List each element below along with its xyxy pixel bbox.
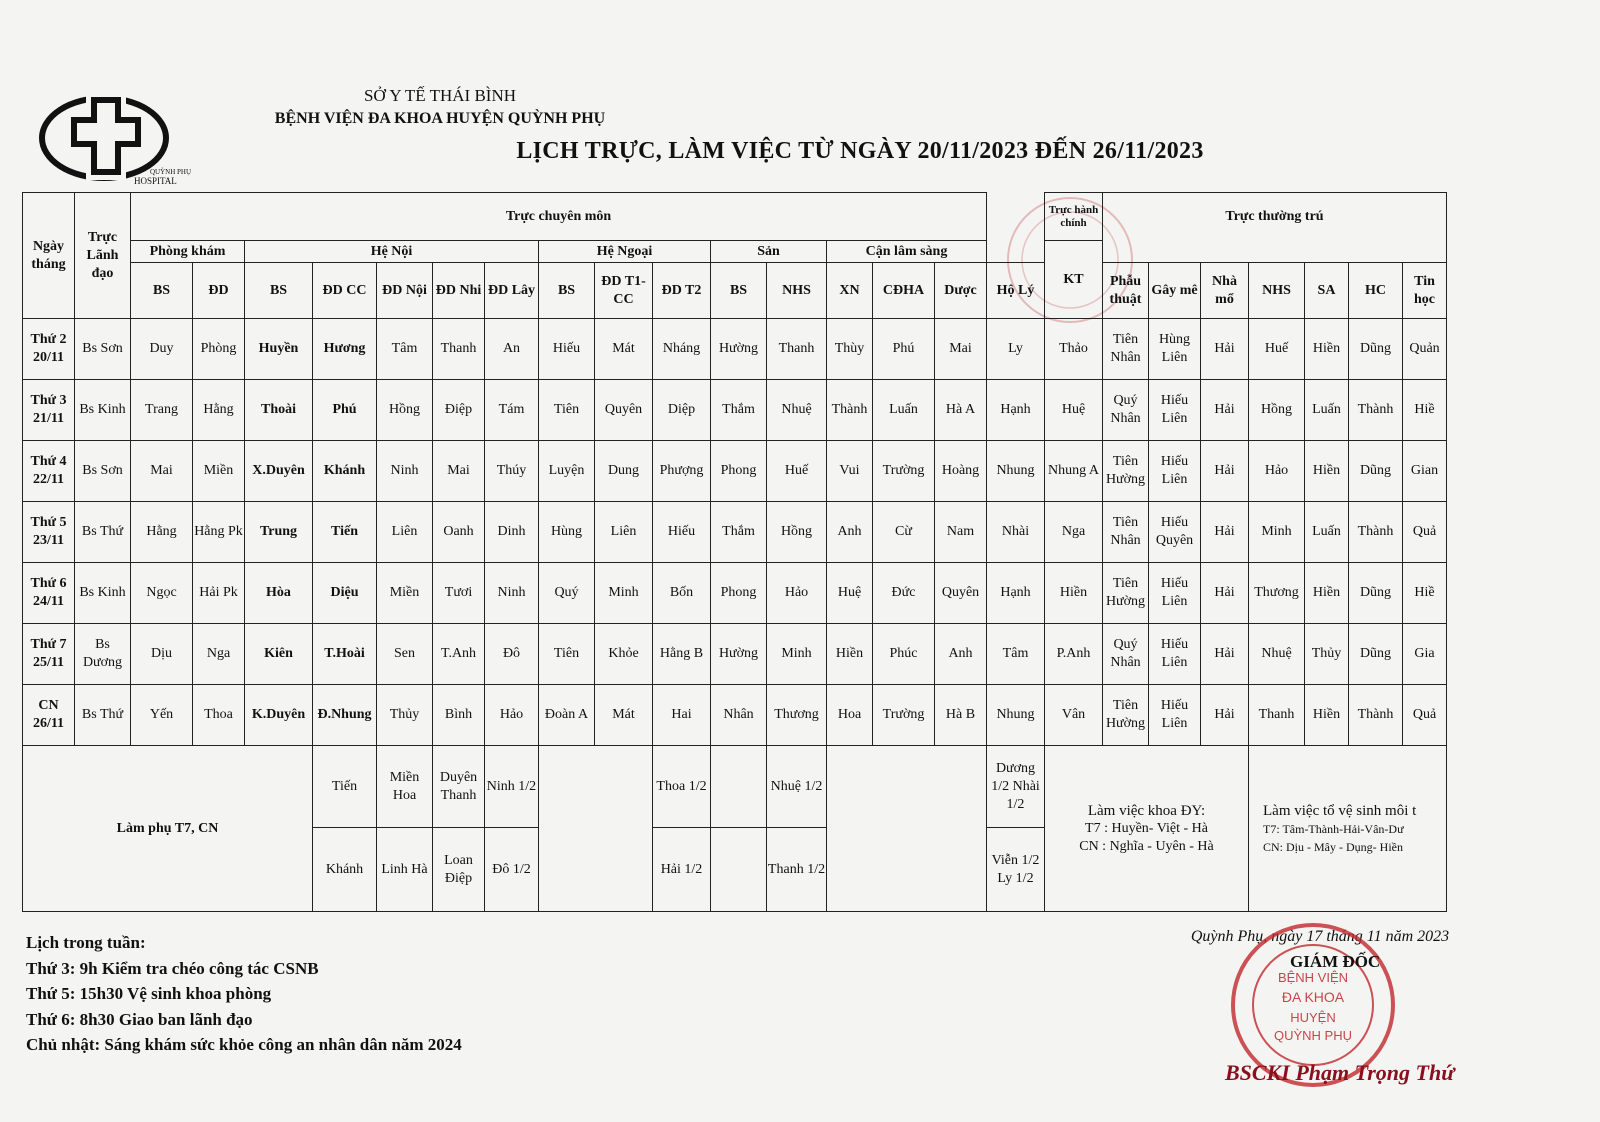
schedule-cell: Thảo xyxy=(1045,319,1103,380)
schedule-cell: Thanh xyxy=(433,319,485,380)
schedule-cell: Đ.Nhung xyxy=(313,685,377,746)
schedule-cell: Hải xyxy=(1201,441,1249,502)
schedule-cell: Thanh xyxy=(1249,685,1305,746)
col-header: HC xyxy=(1349,263,1403,319)
schedule-cell: Thắm xyxy=(711,380,767,441)
header-leader: Trực Lãnh đạo xyxy=(75,193,131,319)
schedule-cell: Ninh xyxy=(485,563,539,624)
header-day: Ngày tháng xyxy=(23,193,75,319)
schedule-cell: Nhài xyxy=(987,502,1045,563)
schedule-cell: Thương xyxy=(1249,563,1305,624)
table-row xyxy=(23,319,1447,380)
hospital-name: BỆNH VIỆN ĐA KHOA HUYỆN QUỲNH PHỤ xyxy=(274,110,606,127)
schedule-cell: Phòng xyxy=(193,319,245,380)
schedule-cell: Hường xyxy=(711,624,767,685)
schedule-cell: Thúy xyxy=(485,441,539,502)
vs-note xyxy=(1249,746,1447,912)
schedule-cell: Anh xyxy=(827,502,873,563)
vs-title: Làm việc tổ vệ sinh môi t xyxy=(1263,802,1417,819)
schedule-cell: Luấn xyxy=(1305,380,1349,441)
schedule-cell: Huệ xyxy=(1045,380,1103,441)
schedule-cell: Quả xyxy=(1403,685,1447,746)
schedule-cell: Tiên xyxy=(539,380,595,441)
schedule-cell: Tám xyxy=(485,380,539,441)
col-header: BS xyxy=(539,263,595,319)
col-header: BS xyxy=(131,263,193,319)
schedule-cell: Dinh xyxy=(485,502,539,563)
schedule-cell: Hằng xyxy=(131,502,193,563)
day-cell: Thứ 3 21/11 xyxy=(23,380,75,441)
extra-nhi: Duyên Thanh xyxy=(433,746,485,828)
day-cell: Thứ 6 24/11 xyxy=(23,563,75,624)
schedule-cell: Tiên Hường xyxy=(1103,685,1149,746)
extra-empty xyxy=(711,828,767,912)
table-row xyxy=(23,502,1447,563)
schedule-cell: Hiền xyxy=(1305,319,1349,380)
schedule-cell: Mát xyxy=(595,319,653,380)
schedule-cell: Vân xyxy=(1045,685,1103,746)
extra-lay: Đô 1/2 xyxy=(485,828,539,912)
header-lab: Cận lâm sàng xyxy=(827,241,987,263)
schedule-cell: Quý Nhân xyxy=(1103,624,1149,685)
schedule-cell: Luyện xyxy=(539,441,595,502)
schedule-cell: Duy xyxy=(131,319,193,380)
leader-cell: Bs Kinh xyxy=(75,380,131,441)
extra-noi: Miền Hoa xyxy=(377,746,433,828)
note-item: Chủ nhật: Sáng khám sức khỏe công an nhân dân năm 2024 xyxy=(26,1035,462,1054)
leader-cell: Bs Sơn xyxy=(75,441,131,502)
schedule-cell: Yến xyxy=(131,685,193,746)
schedule-cell: Quả xyxy=(1403,502,1447,563)
schedule-cell: Thắm xyxy=(711,502,767,563)
header-obstetric: Sản xyxy=(711,241,827,263)
day-cell: Thứ 2 20/11 xyxy=(23,319,75,380)
schedule-cell: Phúc xyxy=(873,624,935,685)
svg-text:ĐA KHOA: ĐA KHOA xyxy=(1281,989,1345,1005)
schedule-cell: Quản xyxy=(1403,319,1447,380)
schedule-cell: K.Duyên xyxy=(245,685,313,746)
header-surgery: Hệ Ngoại xyxy=(539,241,711,263)
schedule-cell: Oanh xyxy=(433,502,485,563)
schedule-cell: Tiên Hường xyxy=(1103,563,1149,624)
schedule-cell: Sen xyxy=(377,624,433,685)
extra-t2: Hải 1/2 xyxy=(653,828,711,912)
day-cell: Thứ 5 23/11 xyxy=(23,502,75,563)
schedule-cell: Hoa xyxy=(827,685,873,746)
extra-empty xyxy=(827,746,987,912)
schedule-cell: Hiếu Liên xyxy=(1149,380,1201,441)
leader-cell: Bs Sơn xyxy=(75,319,131,380)
dy-title: Làm việc khoa ĐY: xyxy=(1087,802,1206,819)
header-clinic: Phòng khám xyxy=(131,241,245,263)
schedule-cell: Thoa xyxy=(193,685,245,746)
schedule-cell: Minh xyxy=(1249,502,1305,563)
extra-nhi: Loan Điệp xyxy=(433,828,485,912)
col-header: KT xyxy=(1045,241,1103,319)
schedule-table-wrapper xyxy=(22,192,1490,932)
schedule-cell: Hằng Pk xyxy=(193,502,245,563)
table-row xyxy=(23,441,1447,502)
schedule-cell: Tiên xyxy=(539,624,595,685)
col-header: NHS xyxy=(1249,263,1305,319)
schedule-cell: Hồng xyxy=(1249,380,1305,441)
col-header: CĐHA xyxy=(873,263,935,319)
schedule-cell: Trang xyxy=(131,380,193,441)
header-specialty: Trực chuyên môn xyxy=(131,193,987,241)
schedule-cell: Khánh xyxy=(313,441,377,502)
schedule-cell: Thủy xyxy=(377,685,433,746)
schedule-cell: Hương xyxy=(313,319,377,380)
schedule-cell: Phượng xyxy=(653,441,711,502)
schedule-cell: Quyên xyxy=(595,380,653,441)
schedule-cell: Hiếu Liên xyxy=(1149,685,1201,746)
schedule-cell: Hải Pk xyxy=(193,563,245,624)
schedule-cell: Thành xyxy=(1349,685,1403,746)
schedule-cell: Nhung xyxy=(987,441,1045,502)
schedule-cell: Hà A xyxy=(935,380,987,441)
schedule-cell: Cừ xyxy=(873,502,935,563)
schedule-cell: Hường xyxy=(711,319,767,380)
col-header: NHS xyxy=(767,263,827,319)
schedule-cell: Huế xyxy=(767,441,827,502)
schedule-cell: Ngọc xyxy=(131,563,193,624)
table-row xyxy=(23,685,1447,746)
extra-label: Làm phụ T7, CN xyxy=(23,746,313,912)
schedule-cell: Hải xyxy=(1201,502,1249,563)
schedule-cell: Hiề xyxy=(1403,380,1447,441)
schedule-cell: Hà B xyxy=(935,685,987,746)
schedule-cell: Nhuệ xyxy=(1249,624,1305,685)
schedule-cell: Dũng xyxy=(1349,563,1403,624)
weekly-notes xyxy=(26,930,462,1058)
logo-caption: QUỲNH PHỤ xyxy=(150,168,192,176)
note-item: Thứ 6: 8h30 Giao ban lãnh đạo xyxy=(26,1009,253,1029)
vs-cn: CN: Dịu - Mây - Dụng- Hiền xyxy=(1263,839,1403,854)
schedule-cell: Quý Nhân xyxy=(1103,380,1149,441)
col-header: ĐD Nội xyxy=(377,263,433,319)
schedule-cell: Tươi xyxy=(433,563,485,624)
extra-t2: Thoa 1/2 xyxy=(653,746,711,828)
schedule-cell: Diệu xyxy=(313,563,377,624)
schedule-cell: Phong xyxy=(711,563,767,624)
schedule-cell: Trung xyxy=(245,502,313,563)
col-header: Dược xyxy=(935,263,987,319)
vs-t7: T7: Tâm-Thành-Hải-Vân-Dư xyxy=(1263,821,1404,836)
schedule-cell: Gian xyxy=(1403,441,1447,502)
schedule-cell: Mai xyxy=(433,441,485,502)
schedule-cell: Hòa xyxy=(245,563,313,624)
schedule-cell: Phú xyxy=(313,380,377,441)
schedule-cell: Hảo xyxy=(485,685,539,746)
dy-cn: CN : Nghĩa - Uyên - Hà xyxy=(1079,838,1214,854)
schedule-cell: Trường xyxy=(873,685,935,746)
extra-empty xyxy=(539,746,653,912)
col-header: ĐD T1-CC xyxy=(595,263,653,319)
schedule-cell: Hằng xyxy=(193,380,245,441)
schedule-cell: T.Hoài xyxy=(313,624,377,685)
schedule-cell: Dũng xyxy=(1349,319,1403,380)
schedule-cell: Quyên xyxy=(935,563,987,624)
extra-nhs: Thanh 1/2 xyxy=(767,828,827,912)
col-header: Tin học xyxy=(1403,263,1447,319)
schedule-cell: Nga xyxy=(193,624,245,685)
schedule-cell: Thanh xyxy=(767,319,827,380)
schedule-cell: Hiếu Liên xyxy=(1149,441,1201,502)
schedule-cell: Nhung A xyxy=(1045,441,1103,502)
col-header: Phẫu thuật xyxy=(1103,263,1149,319)
schedule-cell: Nhuệ xyxy=(767,380,827,441)
svg-text:HOSPITAL: HOSPITAL xyxy=(134,176,177,186)
schedule-cell: Hai xyxy=(653,685,711,746)
notes-title: Lịch trong tuần: xyxy=(26,933,146,952)
col-header: Hộ Lý xyxy=(987,263,1045,319)
schedule-cell: Nháng xyxy=(653,319,711,380)
schedule-cell: Mai xyxy=(131,441,193,502)
extra-nhs: Nhuệ 1/2 xyxy=(767,746,827,828)
header-resident: Trực thường trú xyxy=(1103,193,1447,241)
schedule-cell: Bình xyxy=(433,685,485,746)
schedule-cell: Hải xyxy=(1201,685,1249,746)
leader-cell: Bs Thứ xyxy=(75,685,131,746)
schedule-cell: Tiên Hường xyxy=(1103,441,1149,502)
schedule-cell: Dung xyxy=(595,441,653,502)
day-cell: CN 26/11 xyxy=(23,685,75,746)
director-name: BSCKI Phạm Trọng Thứ xyxy=(1225,1060,1455,1085)
schedule-cell: Đoàn A xyxy=(539,685,595,746)
schedule-cell: Hảo xyxy=(767,563,827,624)
schedule-cell: Hồng xyxy=(767,502,827,563)
schedule-cell: Minh xyxy=(595,563,653,624)
schedule-cell: Ninh xyxy=(377,441,433,502)
schedule-cell: Hạnh xyxy=(987,380,1045,441)
schedule-cell: Tiến xyxy=(313,502,377,563)
schedule-cell: Hồng xyxy=(377,380,433,441)
table-row xyxy=(23,624,1447,685)
schedule-cell: Quý xyxy=(539,563,595,624)
leader-cell: Bs Dương xyxy=(75,624,131,685)
schedule-cell: Luấn xyxy=(873,380,935,441)
extra-holy: Dương 1/2 Nhài 1/2 xyxy=(987,746,1045,828)
schedule-cell: Hùng xyxy=(539,502,595,563)
svg-text:QUỲNH PHỤ: QUỲNH PHỤ xyxy=(1273,1028,1353,1043)
day-cell: Thứ 4 22/11 xyxy=(23,441,75,502)
schedule-cell: Hải xyxy=(1201,563,1249,624)
schedule-cell: Dũng xyxy=(1349,624,1403,685)
leader-cell: Bs Kinh xyxy=(75,563,131,624)
schedule-cell: Hiền xyxy=(1305,563,1349,624)
schedule-cell: Thành xyxy=(1349,380,1403,441)
hospital-logo xyxy=(38,92,192,188)
schedule-cell: Nam xyxy=(935,502,987,563)
page-title: LỊCH TRỰC, LÀM VIỆC TỪ NGÀY 20/11/2023 ĐẾN 26/11/2023 xyxy=(516,138,1204,164)
schedule-cell: Tiên Nhân xyxy=(1103,502,1149,563)
schedule-cell: Hiếu Liên xyxy=(1149,563,1201,624)
dy-note xyxy=(1045,746,1249,912)
col-header: BS xyxy=(711,263,767,319)
schedule-cell: Tâm xyxy=(987,624,1045,685)
schedule-cell: Thành xyxy=(827,380,873,441)
col-header: Nhà mổ xyxy=(1201,263,1249,319)
schedule-cell: Huyền xyxy=(245,319,313,380)
col-header: ĐD Nhi xyxy=(433,263,485,319)
schedule-cell: Hoàng xyxy=(935,441,987,502)
schedule-cell: Hiếu xyxy=(653,502,711,563)
schedule-cell: Hải xyxy=(1201,624,1249,685)
schedule-cell: Thoài xyxy=(245,380,313,441)
schedule-cell: Huế xyxy=(1249,319,1305,380)
schedule-cell: Hiếu Liên xyxy=(1149,624,1201,685)
schedule-cell: Hảo xyxy=(1249,441,1305,502)
schedule-cell: T.Anh xyxy=(433,624,485,685)
schedule-cell: Phú xyxy=(873,319,935,380)
day-cell: Thứ 7 25/11 xyxy=(23,624,75,685)
header-empty xyxy=(987,193,1045,263)
schedule-cell: Luấn xyxy=(1305,502,1349,563)
schedule-cell: Thùy xyxy=(827,319,873,380)
schedule-cell: Hằng B xyxy=(653,624,711,685)
svg-text:HUYỆN: HUYỆN xyxy=(1290,1010,1336,1025)
note-item: Thứ 3: 9h Kiểm tra chéo công tác CSNB xyxy=(26,958,319,978)
table-row xyxy=(23,380,1447,441)
schedule-cell: Trường xyxy=(873,441,935,502)
dy-t7: T7 : Huyền- Việt - Hà xyxy=(1085,820,1208,836)
schedule-cell: Huệ xyxy=(827,563,873,624)
col-header: Gây mê xyxy=(1149,263,1201,319)
svg-text:BỆNH VIỆN: BỆNH VIỆN xyxy=(1277,970,1349,985)
leader-cell: Bs Thứ xyxy=(75,502,131,563)
schedule-cell: Gia xyxy=(1403,624,1447,685)
schedule-cell: Mai xyxy=(935,319,987,380)
schedule-cell: Miền xyxy=(193,441,245,502)
col-header: ĐD Lây xyxy=(485,263,539,319)
table-row xyxy=(23,563,1447,624)
schedule-cell: Hiền xyxy=(1305,685,1349,746)
schedule-cell: Liên xyxy=(377,502,433,563)
schedule-cell: Dịu xyxy=(131,624,193,685)
schedule-cell: Hiếu Quyên xyxy=(1149,502,1201,563)
schedule-cell: Nhung xyxy=(987,685,1045,746)
schedule-cell: Anh xyxy=(935,624,987,685)
schedule-cell: Thủy xyxy=(1305,624,1349,685)
schedule-cell: Hạnh xyxy=(987,563,1045,624)
schedule-cell: An xyxy=(485,319,539,380)
schedule-cell: Dũng xyxy=(1349,441,1403,502)
header-internal: Hệ Nội xyxy=(245,241,539,263)
header-admin: Trực hành chính xyxy=(1045,193,1103,241)
director-title: GIÁM ĐỐC xyxy=(1290,952,1381,971)
org-name: SỞ Y TẾ THÁI BÌNH xyxy=(363,86,517,105)
schedule-cell: Hiền xyxy=(827,624,873,685)
schedule-cell: Hiền xyxy=(1305,441,1349,502)
schedule-cell: Nhân xyxy=(711,685,767,746)
schedule-cell: Thương xyxy=(767,685,827,746)
schedule-cell: Hải xyxy=(1201,319,1249,380)
schedule-cell: Miền xyxy=(377,563,433,624)
extra-empty xyxy=(711,746,767,828)
col-header: BS xyxy=(245,263,313,319)
place-date: Quỳnh Phụ, ngày 17 tháng 11 năm 2023 xyxy=(1190,928,1450,945)
note-item: Thứ 5: 15h30 Vệ sinh khoa phòng xyxy=(26,984,272,1003)
schedule-cell: Đức xyxy=(873,563,935,624)
schedule-cell: Liên xyxy=(595,502,653,563)
schedule-cell: Diệp xyxy=(653,380,711,441)
schedule-cell: Tâm xyxy=(377,319,433,380)
col-header: ĐD xyxy=(193,263,245,319)
schedule-cell: Điệp xyxy=(433,380,485,441)
extra-bs: Tiến xyxy=(313,746,377,828)
schedule-cell: Đô xyxy=(485,624,539,685)
schedule-cell: Hải xyxy=(1201,380,1249,441)
schedule-cell: Phong xyxy=(711,441,767,502)
schedule-cell: Tiên Nhân xyxy=(1103,319,1149,380)
schedule-table xyxy=(22,192,1447,912)
extra-lay: Ninh 1/2 xyxy=(485,746,539,828)
schedule-cell: Kiên xyxy=(245,624,313,685)
schedule-cell: Hùng Liên xyxy=(1149,319,1201,380)
extra-holy: Viễn 1/2 Ly 1/2 xyxy=(987,828,1045,912)
schedule-cell: Hiền xyxy=(1045,563,1103,624)
header-resident-spacer xyxy=(1103,241,1447,263)
extra-bs: Khánh xyxy=(313,828,377,912)
extra-noi: Linh Hà xyxy=(377,828,433,912)
schedule-cell: X.Duyên xyxy=(245,441,313,502)
col-header: SA xyxy=(1305,263,1349,319)
schedule-cell: Mát xyxy=(595,685,653,746)
schedule-cell: Minh xyxy=(767,624,827,685)
schedule-cell: Bốn xyxy=(653,563,711,624)
schedule-cell: Thành xyxy=(1349,502,1403,563)
schedule-cell: Hiề xyxy=(1403,563,1447,624)
schedule-cell: Vui xyxy=(827,441,873,502)
col-header: XN xyxy=(827,263,873,319)
schedule-cell: P.Anh xyxy=(1045,624,1103,685)
col-header: ĐD CC xyxy=(313,263,377,319)
schedule-cell: Hiếu xyxy=(539,319,595,380)
schedule-cell: Ly xyxy=(987,319,1045,380)
schedule-cell: Khỏe xyxy=(595,624,653,685)
col-header: ĐD T2 xyxy=(653,263,711,319)
schedule-cell: Nga xyxy=(1045,502,1103,563)
